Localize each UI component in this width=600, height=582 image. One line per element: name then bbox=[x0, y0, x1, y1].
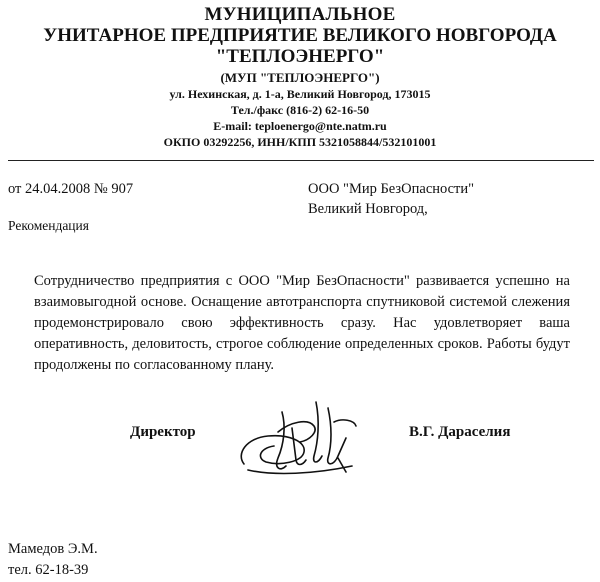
org-email: E-mail: teploenergo@nte.natm.ru bbox=[213, 119, 387, 133]
subject: Рекомендация bbox=[8, 218, 89, 233]
org-short-name: (МУП "ТЕПЛОЭНЕРГО") bbox=[220, 70, 380, 85]
letterhead-divider bbox=[8, 160, 594, 161]
org-address: ул. Нехинская, д. 1-а, Великий Новгород, 173015 bbox=[169, 87, 431, 101]
executor-name: Мамедов Э.М. bbox=[8, 541, 98, 557]
recipient-line1: ООО "Мир БезОпасности" bbox=[308, 181, 475, 197]
handwritten-signature bbox=[234, 392, 374, 482]
org-codes: ОКПО 03292256, ИНН/КПП 5321058844/532101001 bbox=[163, 135, 437, 149]
date-number: от 24.04.2008 № 907 bbox=[8, 181, 134, 197]
org-phone: Тел./факс (816-2) 62-16-50 bbox=[230, 103, 370, 117]
recipient-line2: Великий Новгород, bbox=[308, 201, 428, 217]
letterhead bbox=[0, 4, 600, 150]
signatory-name: В.Г. Дараселия bbox=[409, 424, 511, 440]
org-name-line1: МУНИЦИПАЛЬНОЕ bbox=[204, 4, 396, 25]
letter-body-text: Сотрудничество предприятия с ООО "Мир БезОпасности" развивается успешно на взаимовыгодной основе. Оснащение автотранспорта спутниковой системой слежения продемонстрировало свою эффективность сразу. Нас удовлетворяет ваша оперативность, деловитость, строгое соблюдение определенных сроков. Работы будут продолжены по согласованному плану. bbox=[34, 273, 570, 373]
executor-phone: тел. 62-18-39 bbox=[8, 562, 89, 578]
org-name-line3: "ТЕПЛОЭНЕРГО" bbox=[215, 46, 385, 67]
org-name-line2: УНИТАРНОЕ ПРЕДПРИЯТИЕ ВЕЛИКОГО НОВГОРОДА bbox=[43, 25, 557, 46]
letter-body bbox=[34, 271, 570, 376]
signatory-title: Директор bbox=[130, 424, 196, 440]
